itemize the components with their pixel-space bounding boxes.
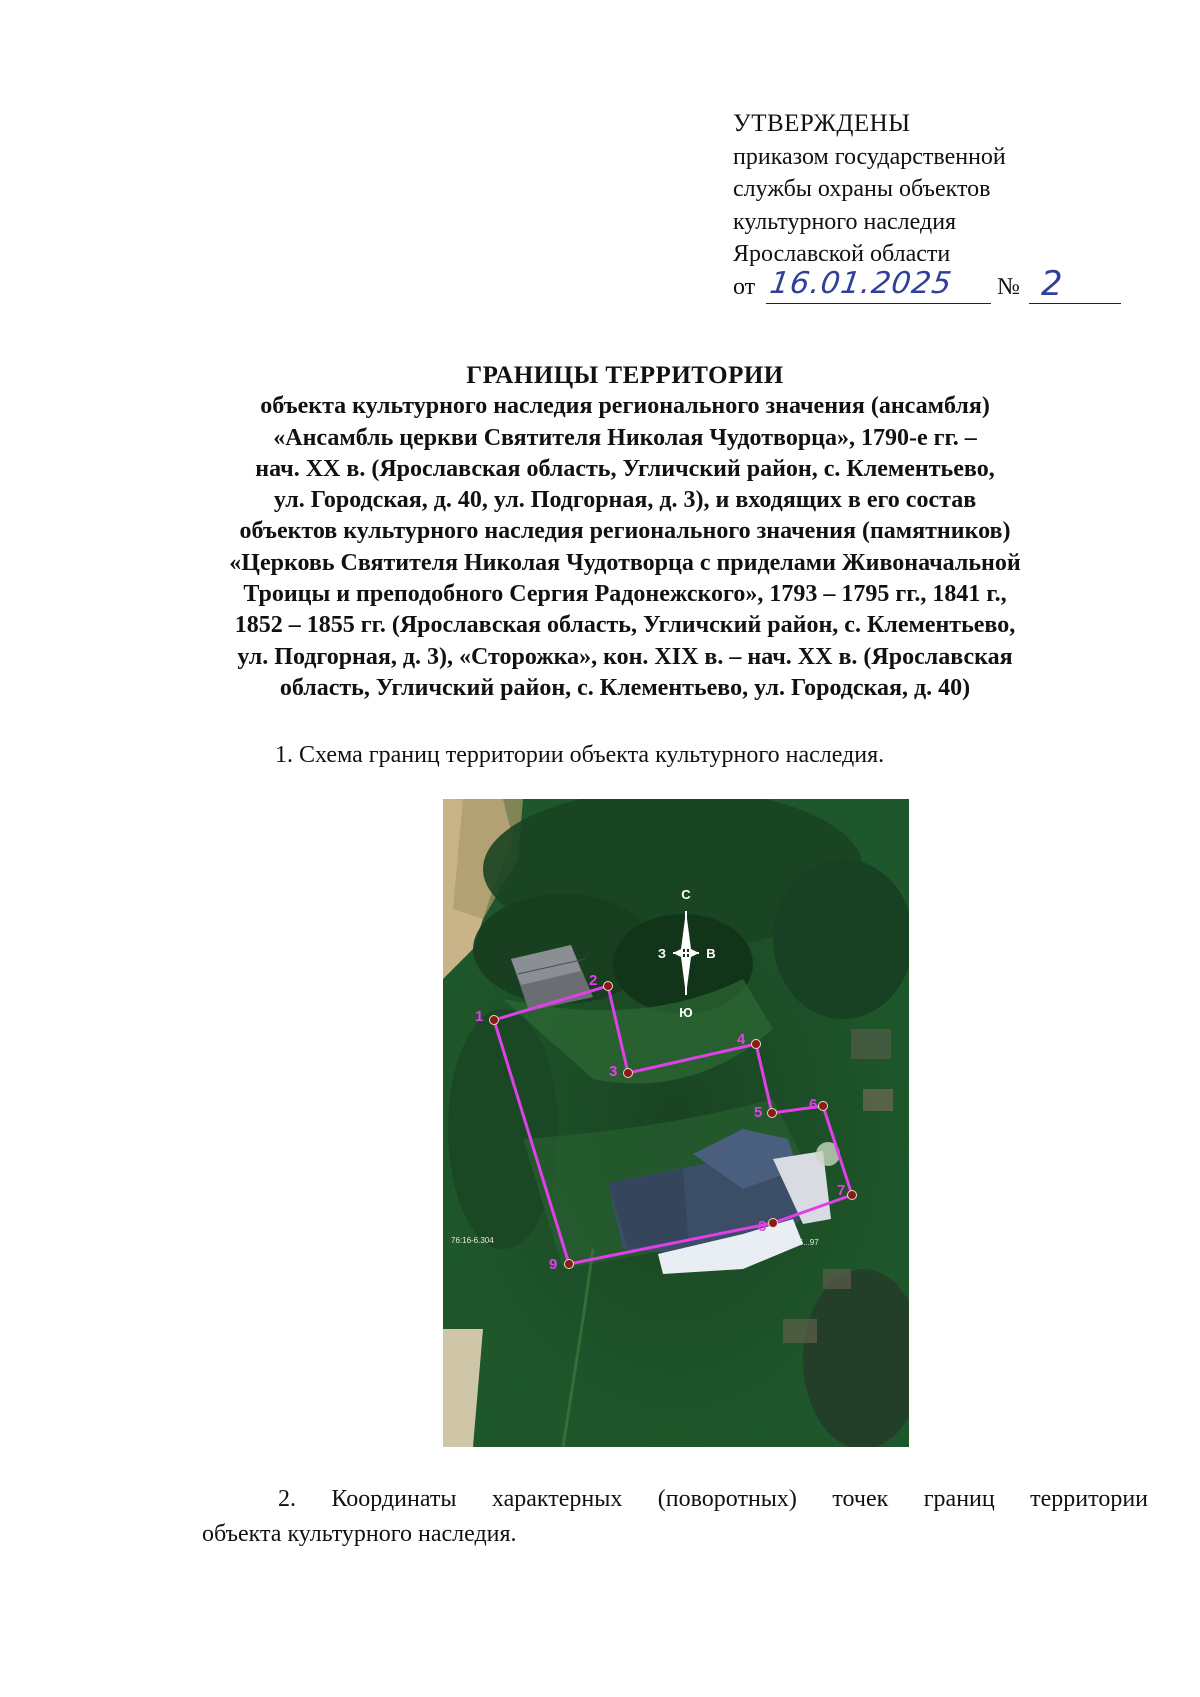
boundary-vertex <box>624 1069 633 1078</box>
handwritten-number: 2 <box>1041 264 1063 304</box>
title-line: 1852 – 1855 гг. (Ярославская область, Угличский район, с. Клементьево, <box>234 612 1016 639</box>
order-date-number-line <box>733 264 1153 305</box>
approval-line: Ярославской области <box>733 241 951 267</box>
compass-west-label: З <box>657 946 667 961</box>
title-line: «Ансамбль церкви Святителя Николая Чудотворца», 1790-е гг. – <box>273 424 977 451</box>
boundary-vertex <box>769 1219 778 1228</box>
compass-north-label: С <box>681 887 691 902</box>
title-main: ГРАНИЦЫ ТЕРРИТОРИИ <box>466 362 784 389</box>
boundary-vertex <box>768 1109 777 1118</box>
approval-line: культурного наследия <box>733 208 957 235</box>
approval-heading: УТВЕРЖДЕНЫ <box>733 110 911 137</box>
compass-east-label: В <box>706 946 716 961</box>
compass-south-label: Ю <box>679 1005 693 1020</box>
cadastral-label: 76:16-6.304 <box>451 1236 494 1245</box>
vertex-label: 9 <box>549 1256 558 1273</box>
vertex-label: 8 <box>758 1218 767 1235</box>
section-2-paragraph <box>202 1482 1148 1552</box>
number-prefix: № <box>997 273 1020 300</box>
approval-line: службы охраны объектов <box>733 176 991 202</box>
title-line: нач. XX в. (Ярославская область, Угличский район, с. Клементьево, <box>255 455 995 482</box>
boundary-vertex <box>604 982 613 991</box>
title-line: объекта культурного наследия регионального значения (ансамбля) <box>260 393 990 420</box>
cadastral-label: 76:16-6...97 <box>776 1238 819 1247</box>
order-date-field <box>766 266 991 304</box>
date-prefix: от <box>733 273 756 300</box>
title-line: ул. Подгорная, д. 3), «Сторожка», кон. XIX в. – нач. XX в. (Ярославская <box>237 643 1013 670</box>
order-number-field <box>1029 264 1121 304</box>
boundary-vertex <box>819 1102 828 1111</box>
vertex-label: 4 <box>737 1031 746 1048</box>
title-line: ул. Городская, д. 40, ул. Подгорная, д. 3), и входящих в его состав <box>273 487 977 514</box>
approval-block <box>733 108 1153 305</box>
approval-line: приказом государственной <box>733 143 1006 170</box>
handwritten-date: 16.01.2025 <box>767 266 955 301</box>
vertex-label: 1 <box>475 1008 484 1025</box>
boundary-map <box>443 799 909 1447</box>
boundary-vertex <box>848 1191 857 1200</box>
document-title <box>190 360 1060 704</box>
boundary-map-svg <box>443 799 909 1447</box>
boundary-vertex <box>490 1016 499 1025</box>
section-2-line: 2. Координаты характерных (поворотных) точек границ территории <box>278 1486 1148 1512</box>
section-2-line: объекта культурного наследия. <box>202 1521 517 1547</box>
section-1-heading: 1. Схема границ территории объекта культурного наследия. <box>275 742 885 768</box>
vertex-label: 7 <box>837 1182 846 1199</box>
vertex-label: 3 <box>609 1063 618 1080</box>
boundary-vertex <box>565 1260 574 1269</box>
vertex-label: 6 <box>809 1096 818 1113</box>
title-line: объектов культурного наследия регионального значения (памятников) <box>239 518 1011 545</box>
title-line: «Церковь Святителя Николая Чудотворца с приделами Живоначальной <box>229 549 1021 576</box>
vertex-label: 5 <box>754 1104 763 1121</box>
title-line: Троицы и преподобного Сергия Радонежского», 1793 – 1795 гг., 1841 г., <box>243 581 1007 608</box>
vertex-label: 2 <box>589 972 598 989</box>
title-line: область, Угличский район, с. Клементьево, ул. Городская, д. 40) <box>279 674 971 701</box>
boundary-vertex <box>752 1040 761 1049</box>
